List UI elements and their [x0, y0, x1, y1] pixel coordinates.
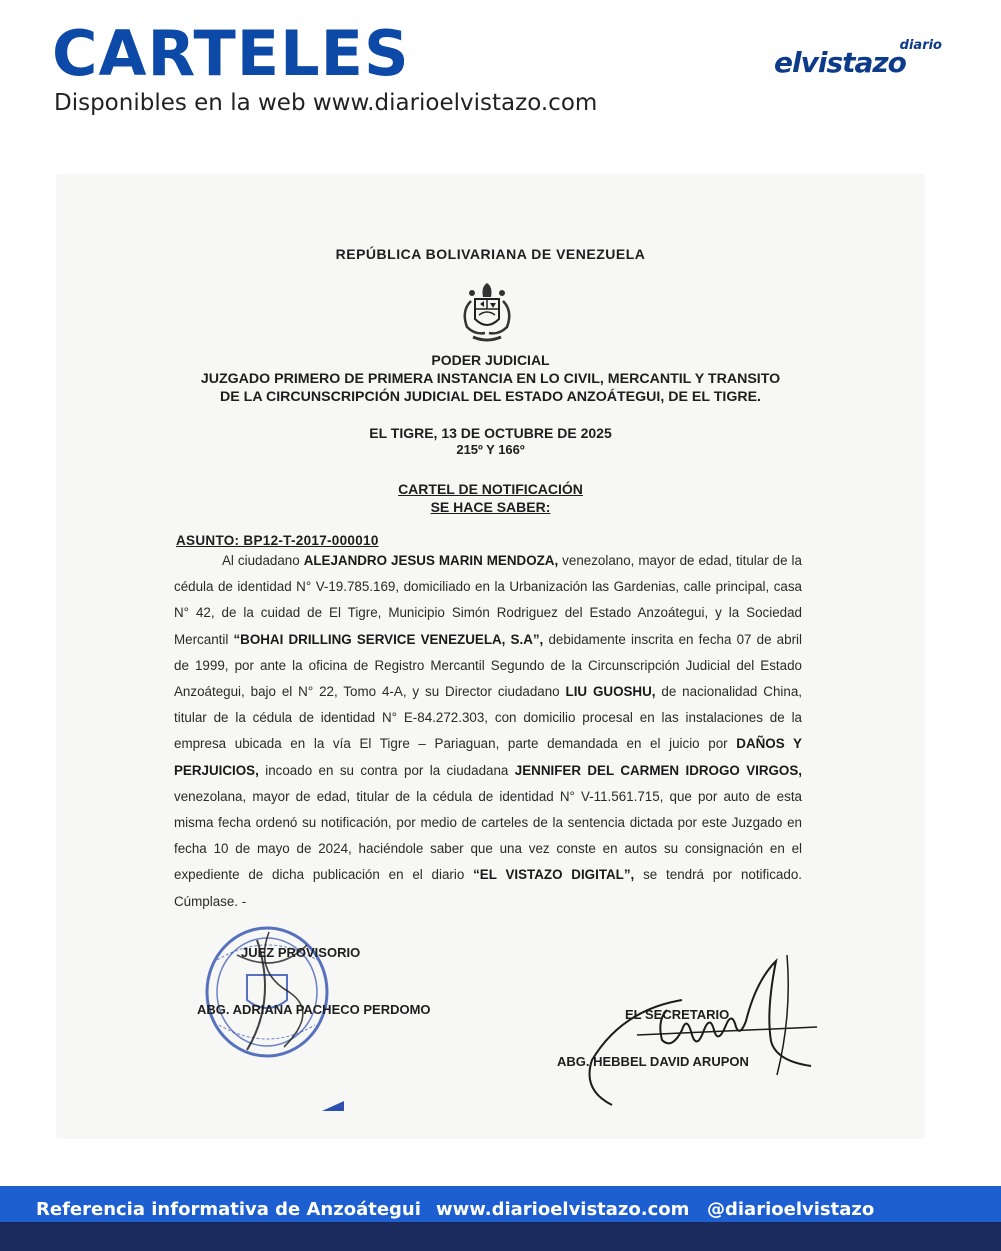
judge-name: ABG. ADRIANA PACHECO PERDOMO — [197, 1002, 431, 1017]
republica-heading: REPÚBLICA BOLIVARIANA DE VENEZUELA — [335, 246, 646, 262]
body-bold-run: “EL VISTAZO DIGITAL”, — [473, 867, 635, 883]
brand-logo[interactable] — [772, 36, 952, 86]
footer-dark-strip — [0, 1222, 1001, 1251]
page-title: CARTELES — [52, 17, 410, 90]
secretary-name: ABG. HEBBEL DAVID ARUPON — [557, 1054, 749, 1069]
juzgado-line-2: DE LA CIRCUNSCRIPCIÓN JUDICIAL DEL ESTADO ANZOÁTEGUI, DE EL TIGRE. — [220, 389, 761, 405]
handwritten-signature — [527, 940, 847, 1115]
asunto-line: ASUNTO: BP12-T-2017-000010 — [176, 533, 379, 548]
document-scan — [57, 175, 924, 1138]
body-bold-run: DAÑOS Y PERJUICIOS, — [174, 736, 802, 778]
body-bold-run: JENNIFER DEL CARMEN IDROGO VIRGOS, — [514, 762, 802, 778]
body-bold-run: LIU GUOSHU, — [565, 684, 656, 700]
juzgado-heading — [57, 370, 924, 406]
body-text-run: debidamente inscrita en fecha 07 de abril de 1999, por ante la oficina de Registro Mercantil Segundo de la Circunscripción Judicial del Estado Anzoátegui, bajo el N° 22, Tomo 4-A, y su Director ciudadano — [174, 631, 802, 700]
body-text-run: venezolano, mayor de edad, titular de la cédula de identidad N° V-19.785.169, domiciliado en la Urbanización las Gardenias, calle principal, casa N° 42, de la cuidad de El Tigre, Municipio Simón Rodriguez del Estado Anzoátegui, y la Sociedad Mercantil — [174, 553, 802, 647]
document-content — [57, 175, 924, 1138]
blue-ink-mark — [322, 1101, 344, 1111]
notification-body — [174, 548, 802, 915]
juzgado-line-1: JUZGADO PRIMERO DE PRIMERA INSTANCIA EN LO CIVIL, MERCANTIL Y TRANSITO — [200, 371, 781, 387]
venezuela-coat-of-arms-icon — [447, 271, 527, 351]
page-subtitle: Disponibles en la web www.diarioelvistazo.com — [54, 90, 598, 116]
cartel-heading — [57, 480, 924, 516]
footer-social-handle[interactable]: @diarioelvistazo — [707, 1199, 875, 1220]
cartel-subtitle: SE HACE SABER: — [430, 499, 551, 515]
logo-diario-text: diario — [899, 38, 942, 53]
footer-tagline: Referencia informativa de Anzoátegui — [36, 1199, 421, 1220]
judge-role: JUEZ PROVISORIO — [241, 945, 361, 960]
logo-main-text: elvistazo — [774, 46, 906, 79]
body-bold-run: “BOHAI DRILLING SERVICE VENEZUELA, S.A”, — [233, 631, 544, 647]
footer-website-link[interactable]: www.diarioelvistazo.com — [436, 1199, 690, 1220]
cartel-title: CARTEL DE NOTIFICACIÓN — [398, 481, 583, 497]
poder-judicial-heading: PODER JUDICIAL — [431, 352, 550, 368]
document-era: 215º Y 166º — [456, 442, 525, 457]
body-text-run: se tendrá por notificado. Cúmplase. - — [174, 867, 802, 909]
body-text-run: de nacionalidad China, titular de la cédula de identidad N° E-84.272.303, con domicilio procesal en las instalaciones de la empresa ubicada en la vía El Tigre – Pariaguan, parte demandada en el juicio por — [174, 684, 802, 752]
body-bold-run: ALEJANDRO JESUS MARIN MENDOZA, — [303, 553, 559, 568]
body-text-run: incoado en su contra por la ciudadana — [258, 762, 515, 778]
court-seal-stamp — [197, 920, 337, 1060]
body-text-run: Al ciudadano — [222, 553, 304, 568]
document-date: EL TIGRE, 13 DE OCTUBRE DE 2025 — [369, 425, 612, 441]
secretary-role: EL SECRETARIO — [625, 1007, 730, 1022]
body-text-run: venezolana, mayor de edad, titular de la cédula de identidad N° V-11.561.715, que por auto de esta misma fecha ordenó su notificación, por medio de carteles de la sentencia dictada por este Juzgado en fecha 10 de mayo de 2024, haciéndole saber que una vez conste en autos su consignación en el expediente de dicha publicación en el diario — [174, 788, 802, 883]
